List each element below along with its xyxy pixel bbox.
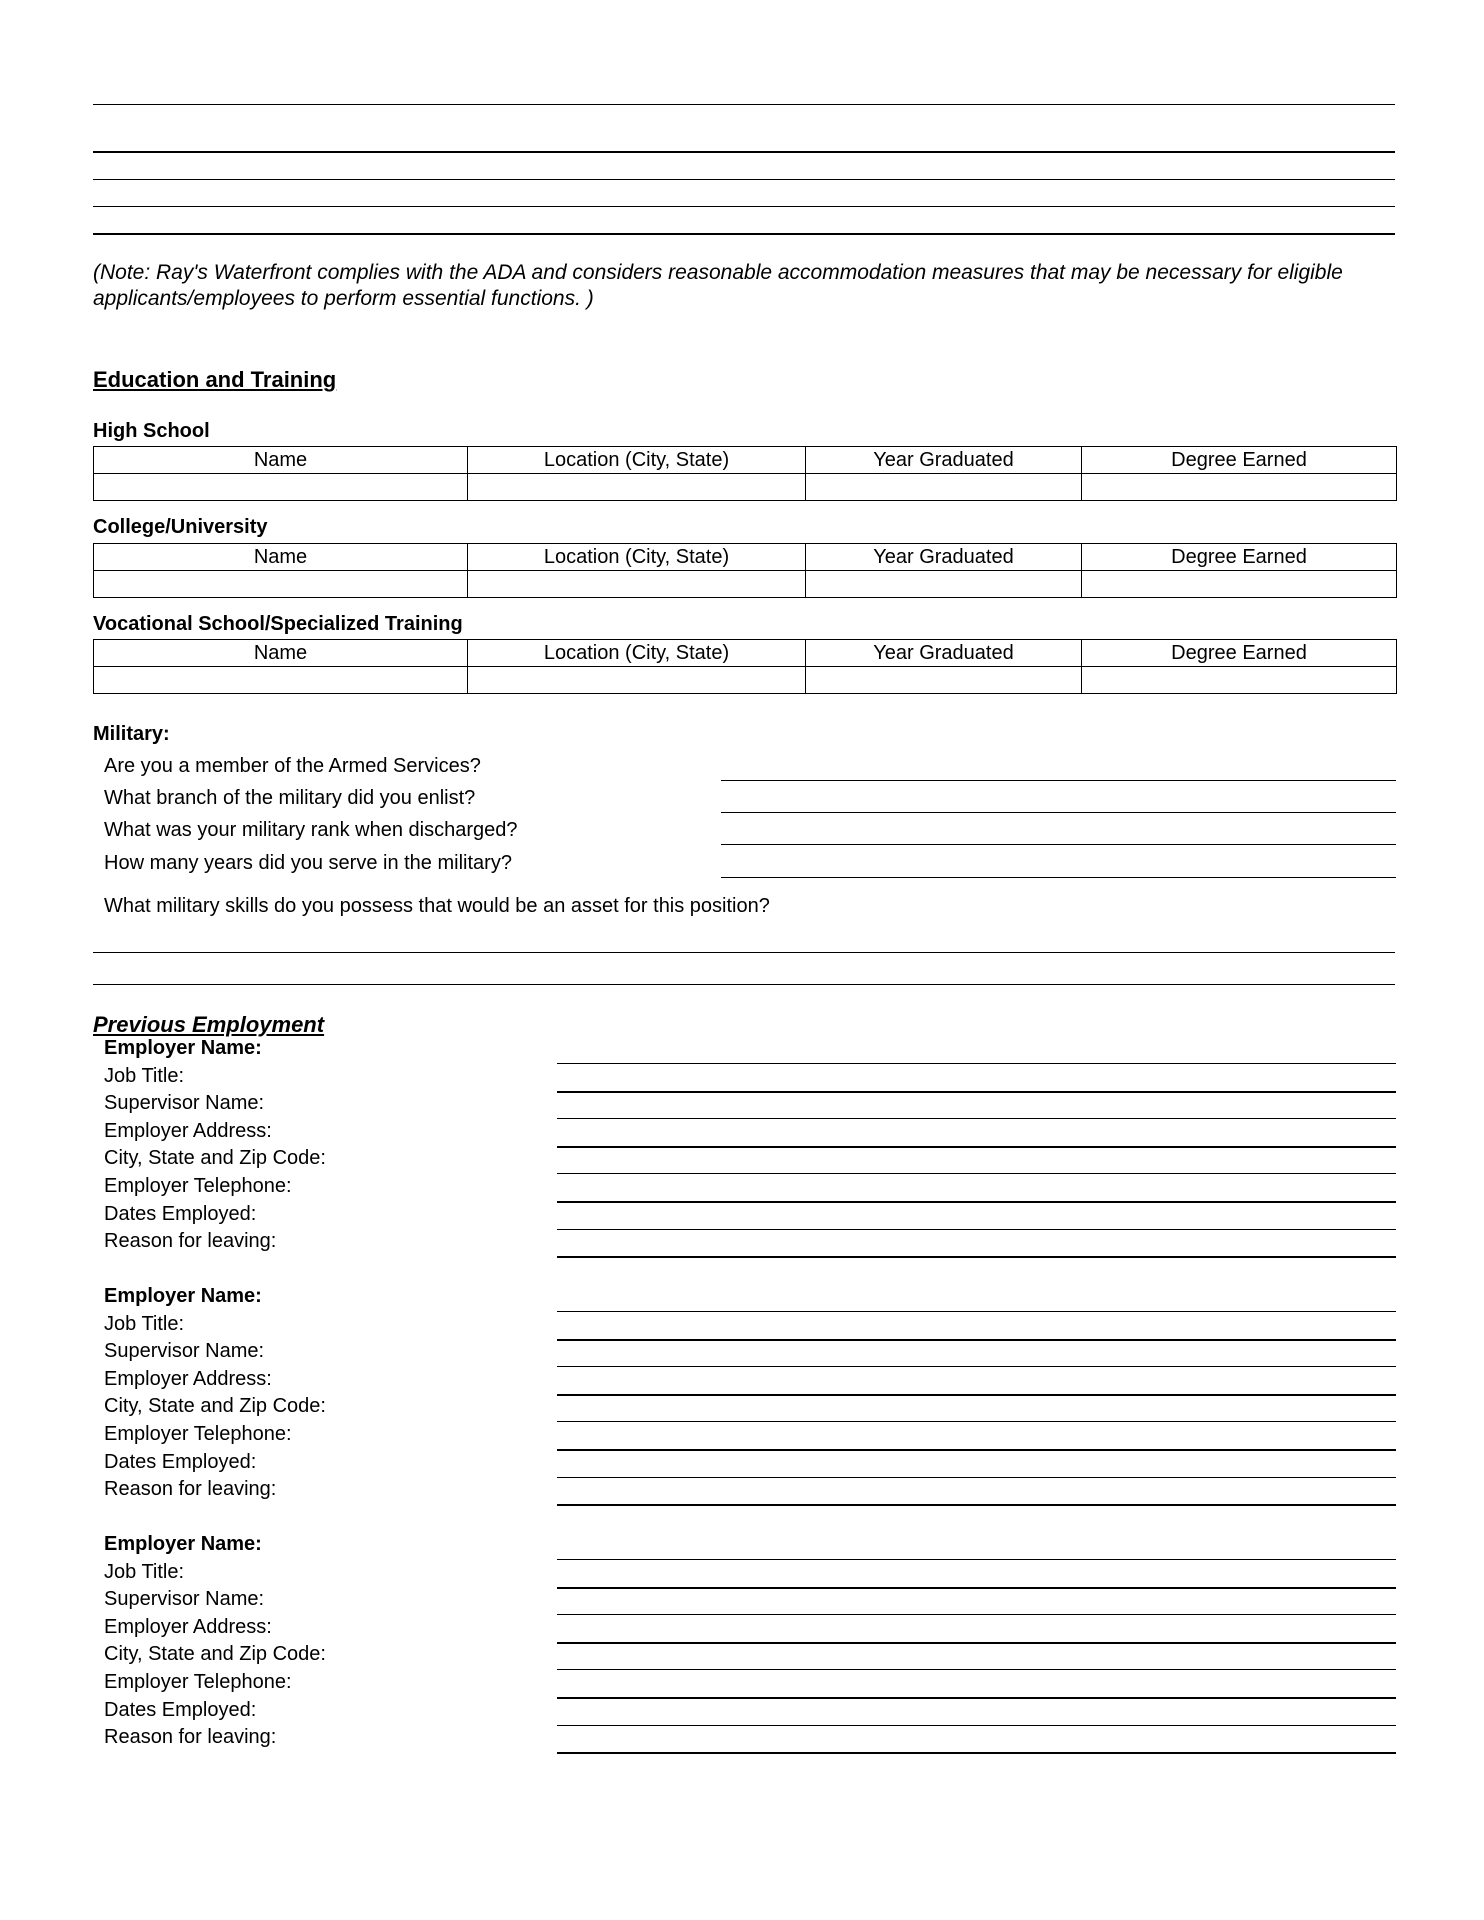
employer-2-supervisor-name-label: Supervisor Name:	[104, 1340, 265, 1363]
employer-3-city-state-zip-line[interactable]	[557, 1669, 1396, 1670]
top-blank-line-1[interactable]	[93, 104, 1395, 105]
employer-3-employer-telephone-label: Employer Telephone:	[104, 1671, 292, 1693]
degree-cell[interactable]	[1082, 474, 1397, 501]
employer-1-employer-name-line[interactable]	[557, 1063, 1396, 1064]
top-blank-line-3[interactable]	[93, 179, 1395, 180]
vocational-label: Vocational School/Specialized Training	[93, 613, 463, 635]
employer-3-reason-for-leaving-label: Reason for leaving:	[104, 1726, 277, 1749]
employer-2-city-state-zip-line[interactable]	[557, 1421, 1396, 1422]
col-location: Location (City, State)	[468, 544, 806, 571]
year-cell[interactable]	[806, 667, 1082, 694]
employer-2-city-state-zip-label: City, State and Zip Code:	[104, 1395, 326, 1418]
table-row[interactable]	[94, 474, 1397, 501]
employer-3-supervisor-name-line[interactable]	[557, 1614, 1396, 1615]
military-question-years: How many years did you serve in the military?	[104, 852, 512, 874]
employer-1-employer-address-label: Employer Address:	[104, 1119, 272, 1142]
location-cell[interactable]	[468, 571, 806, 598]
employer-2-job-title-line[interactable]	[557, 1339, 1396, 1341]
top-blank-line-4[interactable]	[93, 206, 1395, 207]
employer-3-job-title-label: Job Title:	[104, 1560, 185, 1583]
location-cell[interactable]	[468, 474, 806, 501]
year-cell[interactable]	[806, 571, 1082, 598]
employer-3-employer-address-label: Employer Address:	[104, 1615, 272, 1638]
employer-1-employer-name-label: Employer Name:	[104, 1037, 262, 1059]
employer-3-employer-name-line[interactable]	[557, 1559, 1396, 1560]
col-location: Location (City, State)	[468, 640, 806, 667]
degree-cell[interactable]	[1082, 571, 1397, 598]
employer-1-dates-employed-label: Dates Employed:	[104, 1202, 257, 1225]
table-row[interactable]	[94, 571, 1397, 598]
employer-1-reason-for-leaving-label: Reason for leaving:	[104, 1230, 277, 1253]
employer-1-job-title-line[interactable]	[557, 1091, 1396, 1093]
employer-2-employer-name-line[interactable]	[557, 1311, 1396, 1312]
col-name: Name	[94, 640, 468, 667]
year-cell[interactable]	[806, 474, 1082, 501]
col-degree: Degree Earned	[1082, 447, 1397, 474]
employer-3-employer-name-label: Employer Name:	[104, 1533, 262, 1555]
employer-2-reason-for-leaving-label: Reason for leaving:	[104, 1478, 277, 1501]
military-answer-branch[interactable]	[721, 812, 1396, 813]
employer-2-employer-telephone-label: Employer Telephone:	[104, 1423, 292, 1445]
employer-3-employer-telephone-line[interactable]	[557, 1697, 1396, 1699]
location-cell[interactable]	[468, 667, 806, 694]
col-year: Year Graduated	[806, 640, 1082, 667]
employer-1-supervisor-name-line[interactable]	[557, 1118, 1396, 1119]
ada-note: (Note: Ray's Waterfront complies with the ADA and considers reasonable accommodation measures that may be necessary for eligible applicants/employees to perform essential functions. )	[93, 261, 1343, 310]
col-degree: Degree Earned	[1082, 640, 1397, 667]
employer-3-job-title-line[interactable]	[557, 1587, 1396, 1589]
military-question-member: Are you a member of the Armed Services?	[104, 755, 481, 777]
table-header-row	[94, 544, 1397, 571]
employer-2-employer-name-label: Employer Name:	[104, 1285, 262, 1307]
military-answer-years[interactable]	[721, 877, 1396, 878]
name-cell[interactable]	[94, 571, 468, 598]
military-skills-question: What military skills do you possess that would be an asset for this position?	[104, 895, 770, 917]
employer-3-reason-for-leaving-line[interactable]	[557, 1752, 1396, 1754]
employer-1-dates-employed-line[interactable]	[557, 1229, 1396, 1230]
col-name: Name	[94, 447, 468, 474]
employer-1-city-state-zip-label: City, State and Zip Code:	[104, 1147, 326, 1170]
col-name: Name	[94, 544, 468, 571]
military-skills-line-2[interactable]	[93, 984, 1395, 985]
employer-2-employer-telephone-line[interactable]	[557, 1449, 1396, 1451]
employer-2-dates-employed-line[interactable]	[557, 1477, 1396, 1478]
employer-2-employer-address-label: Employer Address:	[104, 1367, 272, 1390]
employer-3-dates-employed-line[interactable]	[557, 1725, 1396, 1726]
vocational-table	[93, 639, 1397, 694]
col-year: Year Graduated	[806, 544, 1082, 571]
col-year: Year Graduated	[806, 447, 1082, 474]
employer-1-supervisor-name-label: Supervisor Name:	[104, 1092, 265, 1115]
col-degree: Degree Earned	[1082, 544, 1397, 571]
employer-2-supervisor-name-line[interactable]	[557, 1366, 1396, 1367]
employment-title: Previous Employment	[93, 1012, 325, 1037]
employer-1-city-state-zip-line[interactable]	[557, 1173, 1396, 1174]
military-answer-rank[interactable]	[721, 844, 1396, 845]
table-header-row	[94, 640, 1397, 667]
employer-1-employer-telephone-label: Employer Telephone:	[104, 1175, 292, 1197]
high-school-label: High School	[93, 420, 210, 442]
employer-3-supervisor-name-label: Supervisor Name:	[104, 1588, 265, 1611]
employer-1-employer-address-line[interactable]	[557, 1146, 1396, 1148]
employer-3-employer-address-line[interactable]	[557, 1642, 1396, 1644]
top-blank-line-5[interactable]	[93, 233, 1395, 235]
employer-2-dates-employed-label: Dates Employed:	[104, 1450, 257, 1473]
employer-3-dates-employed-label: Dates Employed:	[104, 1698, 257, 1721]
table-header-row	[94, 447, 1397, 474]
military-skills-line-1[interactable]	[93, 952, 1395, 953]
military-question-branch: What branch of the military did you enlist?	[104, 787, 476, 809]
college-label: College/University	[93, 516, 268, 538]
name-cell[interactable]	[94, 667, 468, 694]
employer-2-employer-address-line[interactable]	[557, 1394, 1396, 1396]
high-school-table	[93, 446, 1397, 501]
degree-cell[interactable]	[1082, 667, 1397, 694]
military-label: Military:	[93, 723, 170, 745]
name-cell[interactable]	[94, 474, 468, 501]
education-title: Education and Training	[93, 367, 337, 392]
military-question-rank: What was your military rank when discharged?	[104, 819, 518, 841]
employer-1-reason-for-leaving-line[interactable]	[557, 1256, 1396, 1258]
employer-2-reason-for-leaving-line[interactable]	[557, 1504, 1396, 1506]
employer-3-city-state-zip-label: City, State and Zip Code:	[104, 1643, 326, 1666]
top-blank-line-2[interactable]	[93, 151, 1395, 153]
table-row[interactable]	[94, 667, 1397, 694]
military-answer-member[interactable]	[721, 780, 1396, 781]
col-location: Location (City, State)	[468, 447, 806, 474]
college-table	[93, 543, 1397, 598]
employer-1-employer-telephone-line[interactable]	[557, 1201, 1396, 1203]
employer-1-job-title-label: Job Title:	[104, 1064, 185, 1087]
employer-2-job-title-label: Job Title:	[104, 1312, 185, 1335]
